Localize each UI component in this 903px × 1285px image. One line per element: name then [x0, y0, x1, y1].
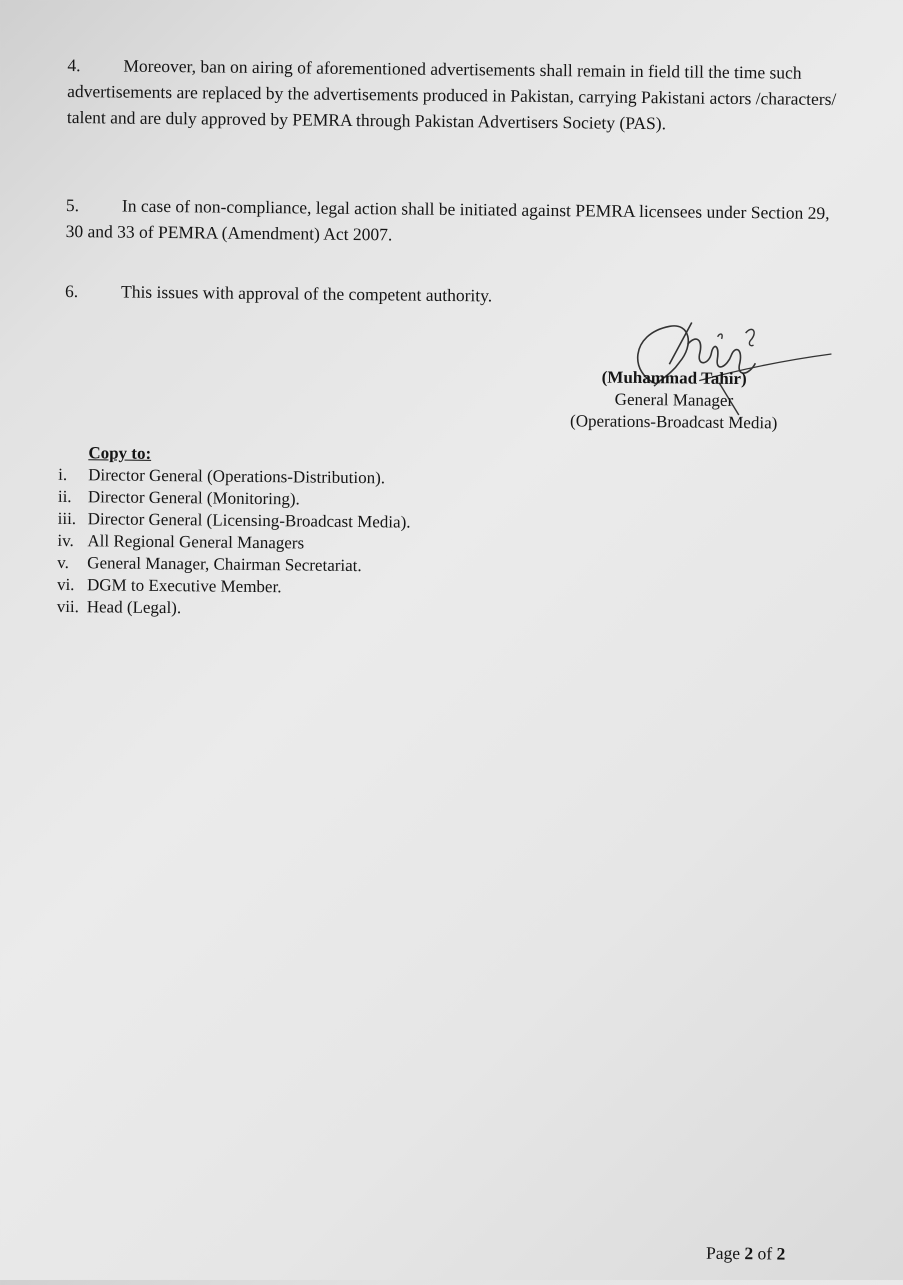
paragraph-6: [65, 278, 840, 312]
page-of-label: of: [757, 1243, 773, 1264]
signatory-department: (Operations-Broadcast Media): [570, 411, 778, 433]
list-numeral: ii.: [57, 486, 72, 507]
list-text: Director General (Monitoring).: [87, 487, 300, 509]
list-numeral: i.: [58, 464, 68, 484]
list-numeral: v.: [57, 552, 69, 573]
paragraph-number: 6.: [64, 280, 79, 302]
list-text: General Manager, Chairman Secretariat.: [87, 553, 362, 576]
copy-to-title: Copy to:: [88, 443, 152, 463]
paragraph-text: This issues with approval of the competent authority.: [120, 281, 493, 306]
list-item: [57, 596, 557, 623]
signature-block: [539, 366, 810, 435]
list-numeral: iv.: [57, 530, 74, 551]
signatory-designation: General Manager: [614, 389, 734, 410]
paragraph-text: Moreover, ban on airing of aforementioned advertisements shall remain in field till the time such advertisements are replaced by the advertisements produced in Pakistan, carrying Pakistani actors /characters/ talent and are duly approved by PEMRA through Pakistan Advertisers Society (PAS).: [66, 55, 837, 134]
page-current: 2: [744, 1243, 754, 1264]
list-text: Head (Legal).: [86, 597, 182, 618]
paragraph-number: 4.: [67, 54, 81, 76]
paragraph-5: [66, 192, 842, 252]
list-numeral: vi.: [56, 574, 75, 595]
list-text: Director General (Licensing-Broadcast Media).: [87, 509, 411, 532]
page-label: Page: [705, 1242, 741, 1264]
list-numeral: iii.: [57, 508, 77, 529]
page-total: 2: [776, 1243, 786, 1264]
list-text: DGM to Executive Member.: [86, 575, 282, 597]
page-number: [706, 1243, 785, 1265]
paragraph-number: 5.: [65, 194, 80, 216]
signatory-name: (Muhammad Tahir): [601, 367, 747, 389]
list-text: Director General (Operations-Distribution).: [88, 465, 386, 488]
list-numeral: vii.: [56, 596, 80, 617]
copy-to-section: [57, 442, 559, 623]
copy-to-list: [57, 464, 559, 623]
list-text: All Regional General Managers: [87, 531, 305, 553]
paragraph-4: [67, 52, 843, 138]
paragraph-text: In case of non-compliance, legal action shall be initiated against PEMRA licensees under Section 29, 30 and 33 of PEMRA (Amendment) Act 2007.: [65, 195, 830, 245]
